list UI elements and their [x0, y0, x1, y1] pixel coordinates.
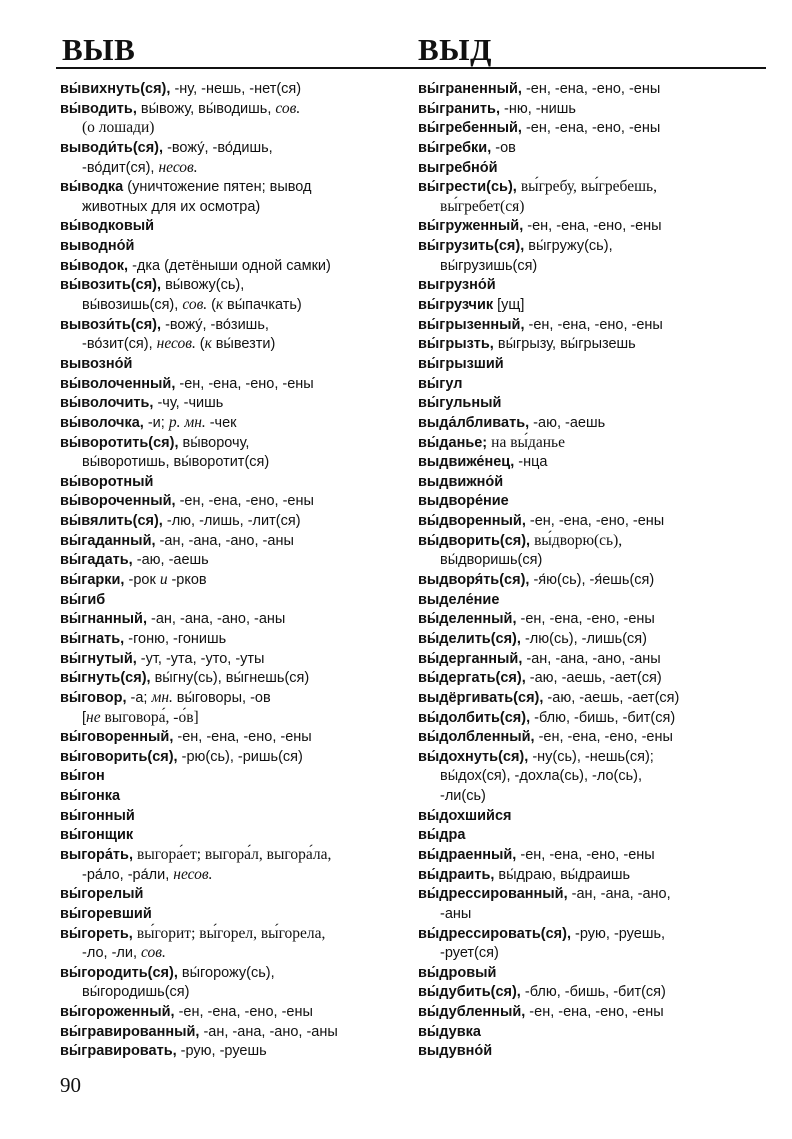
left-column [60, 79, 408, 1061]
grammar-forms: -ут, -ута, -уто, -уты [140, 650, 265, 667]
headword: вы́дрессированный, [418, 886, 572, 903]
headword: вы́драенный, [418, 846, 521, 863]
entry-line [418, 845, 768, 865]
headword: вы́гребки, [418, 139, 496, 156]
headword: вывозно́й [60, 355, 133, 372]
entry-line [418, 374, 768, 394]
grammar-forms: -ан, -ана, -ано, -аны [151, 611, 286, 628]
grammar-forms: -ан, -ана, -ано, -аны [159, 532, 294, 549]
grammar-forms: вы́вожу(сь), [165, 277, 245, 294]
entry-line [418, 177, 768, 197]
headword: вы́говоренный, [60, 729, 178, 746]
grammar-forms: -ен, -ена, -ено, -ены [178, 1004, 313, 1021]
headword: выдувно́й [418, 1043, 493, 1060]
grammar-forms: вы́говоры, -ов [176, 689, 271, 706]
headword: вывози́ть(ся), [60, 316, 166, 333]
entry-line [60, 216, 408, 236]
grammar-forms: -ен, -ена, -ено, -ены [529, 513, 665, 530]
grammar-forms: -рует(ся) [440, 945, 499, 962]
entry-line [60, 904, 408, 924]
grammar-forms: -ен, -ена, -ено, -ены [179, 493, 314, 510]
entry-line [60, 649, 408, 669]
grammar-forms: -рок [128, 572, 160, 589]
entry-line [418, 1041, 768, 1061]
entry-line [60, 963, 408, 983]
entry-line [60, 177, 408, 197]
headword: вы́водок, [60, 257, 133, 274]
running-head-right: ВЫД [418, 32, 492, 67]
grammar-forms: -гоню, -гонишь [128, 630, 227, 647]
grammar-forms: [ущ] [497, 297, 525, 314]
entry-line [418, 256, 768, 276]
entry-line [60, 295, 408, 315]
entry-line [60, 786, 408, 806]
headword: выгора́ть, [60, 846, 137, 863]
entry-line [418, 393, 768, 413]
entry-line [60, 236, 408, 256]
entry-line [418, 668, 768, 688]
entry-line [60, 354, 408, 374]
entry-line [418, 354, 768, 374]
headword: выдёргивать(ся), [418, 689, 548, 706]
grammar-forms: вы́вожу, вы́водишь, [140, 100, 276, 117]
headword: вы́грызть, [418, 336, 498, 353]
entry-line [418, 825, 768, 845]
headword: вы́вороченный, [60, 493, 180, 510]
headword: вы́граненный, [418, 81, 526, 97]
grammar-forms: -ен, -ена, -ено, -ены [538, 729, 673, 746]
grammar-forms: -ан, -ана, -ано, [571, 886, 671, 903]
headword: вы́воротный [60, 473, 154, 490]
grammar-forms: -ов [495, 139, 516, 156]
entry-line [60, 629, 408, 649]
grammar-forms: вы́ворочу, [182, 434, 250, 451]
grammar-forms: ( [211, 297, 216, 314]
abbreviation: к [204, 335, 216, 353]
entry-line [418, 688, 768, 708]
running-head-left: ВЫВ [62, 32, 136, 67]
entry-line [418, 216, 768, 236]
headword: вы́дровый [418, 964, 497, 981]
grammar-forms: -блю, -бишь, -бит(ся) [524, 984, 666, 1001]
grammar-forms: -аны [440, 905, 472, 922]
grammar-forms: вы́возишь(ся), [82, 297, 183, 314]
abbreviation: к [215, 296, 228, 314]
entry-line [418, 197, 768, 217]
headword: выдворе́ние [418, 493, 509, 510]
headword: вы́говорить(ся), [60, 748, 182, 765]
grammar-forms: -ен, -ена, -ено, -ены [520, 611, 655, 628]
grammar-forms: вы́дох(ся), -дохла(сь), -ло(сь), [440, 768, 643, 785]
headword: вы́гравировать, [60, 1043, 181, 1060]
grammar-forms: -блю, -бишь, -бит(ся) [534, 709, 676, 726]
headword: вы́долбить(ся), [418, 709, 535, 726]
entry-line [60, 609, 408, 629]
headword: вы́дерганный, [418, 650, 527, 667]
grammar-forms: (уничтожение пятен; вывод [127, 179, 312, 196]
headword: вы́дворенный, [418, 513, 530, 530]
grammar-forms: -ра́ло, -ра́ли, [82, 866, 174, 883]
grammar-forms: -аю, -аешь [136, 552, 209, 569]
grammar-forms: -аю, -аешь, -ает(ся) [529, 670, 662, 687]
entry-line [60, 943, 408, 963]
headword: вы́гнать, [60, 630, 129, 647]
grammar-forms: -рков [171, 572, 207, 589]
headword: выда́лбливать, [418, 414, 534, 431]
headword: вы́деленный, [418, 611, 521, 628]
grammar-forms: -во́дит(ся), [82, 159, 159, 176]
entry-line [60, 688, 408, 708]
entry-line [418, 727, 768, 747]
entry-line [418, 865, 768, 885]
entry-line [60, 334, 408, 354]
grammar-forms: -чек [209, 414, 237, 431]
gloss-text: вы́гребет(ся) [440, 197, 525, 215]
grammar-forms: -ню, -нишь [504, 100, 576, 117]
headword: вы́грузить(ся), [418, 238, 529, 255]
entry-line [60, 491, 408, 511]
entry-line [418, 413, 768, 433]
entry-line [418, 334, 768, 354]
grammar-forms: -рую, -руешь [180, 1043, 267, 1060]
entry-line [60, 1022, 408, 1042]
entry-line [418, 315, 768, 335]
grammar-forms: -лю(сь), -лишь(ся) [524, 630, 647, 647]
headword: выводи́ть(ся), [60, 139, 168, 156]
headword: вы́долбленный, [418, 729, 539, 746]
headword: вы́грести(сь), [418, 179, 521, 196]
entry-line [60, 315, 408, 335]
grammar-forms: вы́дворишь(ся) [440, 552, 543, 569]
entry-line [418, 708, 768, 728]
headword: вы́гравированный, [60, 1023, 204, 1040]
entry-line [60, 433, 408, 453]
grammar-forms: вы́гружу(сь), [528, 238, 613, 255]
headword: вы́гнутый, [60, 650, 141, 667]
headword: вы́гадать, [60, 552, 137, 569]
headword: выдвижно́й [418, 473, 504, 490]
entry-line [60, 708, 408, 728]
grammar-forms: вы́везти) [215, 336, 276, 353]
headword: вы́грузчик [418, 297, 498, 314]
headword: вы́дубить(ся), [418, 984, 525, 1001]
right-column [418, 79, 768, 1061]
entry-line [60, 472, 408, 492]
abbreviation: несов. [173, 865, 213, 883]
headword: вы́гиб [60, 591, 106, 608]
abbreviation: сов. [141, 944, 166, 962]
headword: выгребно́й [418, 159, 498, 176]
grammar-forms: -ну, -нешь, -нет(ся) [174, 81, 302, 97]
entry-line [60, 825, 408, 845]
grammar-forms: -ло, -ли, [82, 945, 142, 962]
gloss-text: (о лошади) [82, 119, 155, 137]
headword: вы́гульный [418, 395, 502, 412]
entry-line [418, 943, 768, 963]
entry-line [60, 374, 408, 394]
grammar-forms: -вожу́, -во́зишь, [165, 316, 269, 333]
headword: вы́воротить(ся), [60, 434, 183, 451]
headword: вы́грызенный, [418, 316, 529, 333]
entry-line [60, 982, 408, 1002]
entry-line [60, 99, 408, 119]
gloss-text: выговора́, -о́в] [104, 708, 199, 726]
entry-line [418, 79, 768, 99]
entry-line [418, 766, 768, 786]
entry-line [60, 766, 408, 786]
grammar-forms: вы́горожу(сь), [181, 964, 275, 981]
headword: вы́городить(ся), [60, 964, 182, 981]
headword: вы́вихнуть(ся), [60, 81, 175, 97]
entry-line [418, 963, 768, 983]
headword: вы́гаданный, [60, 532, 160, 549]
grammar-forms: -ен, -ена, -ено, -ены [520, 846, 655, 863]
gloss-text: на вы́данье [491, 433, 565, 451]
headword: вы́горевший [60, 905, 152, 922]
grammar-forms: вы́городишь(ся) [82, 984, 190, 1001]
entry-line [60, 924, 408, 944]
entry-line [60, 275, 408, 295]
entry-line [418, 747, 768, 767]
gloss-text: вы́дворю(сь), [534, 531, 623, 549]
abbreviation: не [86, 708, 105, 726]
entry-line [418, 472, 768, 492]
headword: выделе́ние [418, 591, 500, 608]
entry-line [60, 884, 408, 904]
entry-line [60, 413, 408, 433]
grammar-forms: -вожу́, -во́дишь, [167, 139, 273, 156]
entry-line [418, 924, 768, 944]
headword: вы́дра [418, 827, 466, 844]
grammar-forms: -дка (детёныши одной самки) [132, 257, 331, 274]
headword: вы́волочить, [60, 395, 158, 412]
headword: вы́гул [418, 375, 463, 392]
headword: вы́водка [60, 179, 128, 196]
grammar-forms: вы́драю, вы́драишь [498, 866, 631, 883]
headword: выводно́й [60, 238, 135, 255]
entry-line [60, 570, 408, 590]
entry-line [60, 550, 408, 570]
entry-line [418, 138, 768, 158]
entry-line [418, 570, 768, 590]
headword: вы́дохшийся [418, 807, 512, 824]
headword: вы́дрессировать(ся), [418, 925, 576, 942]
grammar-forms: вы́гну(сь), вы́гнешь(ся) [154, 670, 310, 687]
headword: вы́дергать(ся), [418, 670, 530, 687]
headword: вы́дувка [418, 1023, 481, 1040]
entry-line [60, 590, 408, 610]
grammar-forms: -ен, -ена, -ено, -ены [177, 729, 312, 746]
entry-line [418, 806, 768, 826]
entry-line [418, 884, 768, 904]
grammar-forms: животных для их осмотра) [82, 198, 261, 215]
grammar-forms: -во́зит(ся), [82, 336, 157, 353]
grammar-forms: вы́воротишь, вы́воротит(ся) [82, 454, 270, 471]
headword: вы́данье; [418, 434, 492, 451]
entry-line [418, 433, 768, 453]
grammar-forms: -ен, -ена, -ено, -ены [527, 218, 662, 235]
headword: вы́гонщик [60, 827, 134, 844]
entry-line [418, 590, 768, 610]
headword: вы́гнанный, [60, 611, 152, 628]
grammar-forms: -рую, -руешь, [575, 925, 666, 942]
abbreviation: и [159, 571, 172, 589]
entry-line [60, 197, 408, 217]
headword: вы́гон [60, 768, 105, 785]
grammar-forms: -ну(сь), -нешь(ся); [532, 748, 654, 765]
entry-line [60, 118, 408, 138]
headword: вы́гороженный, [60, 1004, 179, 1021]
grammar-forms: вы́грызу, вы́грызешь [497, 336, 636, 353]
grammar-forms: -ан, -ана, -ано, -аны [526, 650, 661, 667]
grammar-forms: -ли(сь) [440, 788, 486, 805]
grammar-forms: -я́ю(сь), -я́ешь(ся) [533, 572, 655, 589]
headword: вы́груженный, [418, 218, 528, 235]
grammar-forms: -нца [518, 454, 548, 471]
grammar-forms: -ен, -ена, -ено, -ены [529, 1004, 664, 1021]
entry-line [418, 275, 768, 295]
grammar-forms: [ [82, 709, 87, 726]
entry-line [418, 629, 768, 649]
grammar-forms: -ан, -ана, -ано, -аны [203, 1023, 338, 1040]
headword: вы́грызший [418, 355, 504, 372]
abbreviation: сов. [182, 296, 212, 314]
entry-line [418, 982, 768, 1002]
entry-line [60, 158, 408, 178]
header-rule [56, 67, 766, 69]
abbreviation: несов. [158, 158, 198, 176]
grammar-forms: -ен, -ена, -ено, -ены [525, 120, 661, 137]
entry-line [418, 1022, 768, 1042]
entry-line [418, 550, 768, 570]
grammar-forms: -аю, -аешь [533, 414, 606, 431]
entry-line [418, 1002, 768, 1022]
gloss-text: вы́гребу, вы́гребешь, [520, 178, 657, 196]
headword: вы́дубленный, [418, 1004, 530, 1021]
entry-line [418, 99, 768, 119]
headword: вы́гарки, [60, 572, 129, 589]
entry-line [60, 668, 408, 688]
abbreviation: мн. [151, 688, 177, 706]
entry-line [60, 1002, 408, 1022]
headword: вы́делить(ся), [418, 630, 525, 647]
abbreviation: несов. [156, 335, 200, 353]
grammar-forms: -а; [130, 689, 152, 706]
grammar-forms: -ен, -ена, -ено, -ены [528, 316, 663, 333]
headword: вы́вялить(ся), [60, 513, 167, 530]
entry-line [418, 295, 768, 315]
headword: выгрузно́й [418, 277, 496, 294]
headword: вы́драить, [418, 866, 499, 883]
entry-line [418, 531, 768, 551]
grammar-forms: -ен, -ена, -ено, -ены [525, 81, 661, 97]
entry-line [60, 511, 408, 531]
abbreviation: р. мн. [168, 413, 210, 431]
entry-line [60, 845, 408, 865]
headword: выдворя́ть(ся), [418, 572, 534, 589]
headword: вы́горелый [60, 886, 144, 903]
entry-line [418, 904, 768, 924]
headword: вы́водить, [60, 100, 141, 117]
headword: вы́водковый [60, 218, 155, 235]
entry-line [60, 79, 408, 99]
headword: вы́гнуть(ся), [60, 670, 155, 687]
entry-line [418, 609, 768, 629]
entry-line [60, 452, 408, 472]
grammar-forms: -аю, -аешь, -ает(ся) [547, 689, 680, 706]
gloss-text: выгора́ет; выгора́л, выгора́ла, [137, 845, 332, 863]
headword: вы́дворить(ся), [418, 532, 535, 549]
entry-line [60, 865, 408, 885]
grammar-forms: -ен, -ена, -ено, -ены [179, 375, 314, 392]
entry-line [60, 1041, 408, 1061]
entry-line [60, 747, 408, 767]
entry-line [60, 138, 408, 158]
entry-line [418, 118, 768, 138]
headword: вы́гранить, [418, 100, 505, 117]
headword: вы́возить(ся), [60, 277, 166, 294]
headword: вы́гонка [60, 788, 121, 805]
headword: вы́гореть, [60, 925, 137, 942]
headword: вы́волочка, [60, 414, 148, 431]
entry-line [418, 649, 768, 669]
headword: вы́дохнуть(ся), [418, 748, 533, 765]
entry-line [418, 511, 768, 531]
entry-line [418, 452, 768, 472]
headword: выдвиже́нец, [418, 454, 519, 471]
entry-line [60, 531, 408, 551]
gloss-text: вы́горит; вы́горел, вы́горела, [136, 924, 326, 942]
entry-line [60, 806, 408, 826]
grammar-forms: вы́пачкать) [227, 297, 302, 314]
grammar-forms: -и; [147, 414, 169, 431]
grammar-forms: вы́грузишь(ся) [440, 257, 538, 274]
entry-line [418, 236, 768, 256]
headword: вы́волоченный, [60, 375, 180, 392]
page-number: 90 [60, 1073, 81, 1097]
headword: вы́гребенный, [418, 120, 526, 137]
headword: вы́гонный [60, 807, 135, 824]
grammar-forms: ( [199, 336, 205, 353]
grammar-forms: -чу, -чишь [157, 395, 224, 412]
entry-line [418, 491, 768, 511]
grammar-forms: -рю(сь), -ришь(ся) [181, 748, 303, 765]
entry-line [60, 727, 408, 747]
headword: вы́говор, [60, 689, 131, 706]
entry-line [418, 786, 768, 806]
entry-line [60, 393, 408, 413]
entry-line [418, 158, 768, 178]
grammar-forms: -лю, -лишь, -лит(ся) [166, 513, 301, 530]
abbreviation: сов. [275, 99, 301, 117]
entry-line [60, 256, 408, 276]
